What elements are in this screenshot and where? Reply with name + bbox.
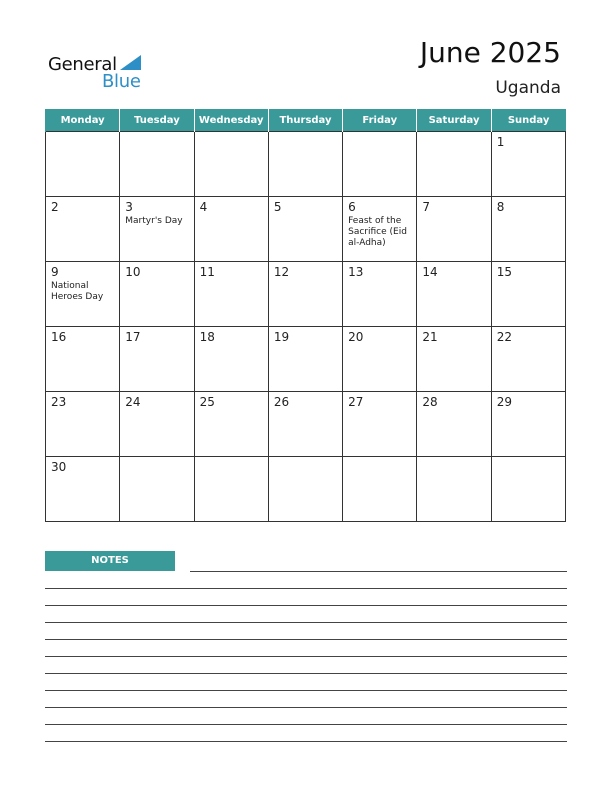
note-line	[190, 571, 567, 572]
note-line	[45, 622, 567, 623]
day-cell	[268, 132, 342, 197]
day-cell	[46, 197, 120, 262]
day-number: 6	[348, 200, 356, 214]
day-number: 2	[51, 200, 59, 214]
day-cell	[343, 457, 417, 522]
day-cell	[268, 392, 342, 457]
country-name: Uganda	[495, 78, 561, 98]
calendar-grid	[45, 109, 566, 522]
day-cell	[268, 197, 342, 262]
day-cell	[194, 132, 268, 197]
day-cell	[417, 327, 491, 392]
day-cell	[194, 262, 268, 327]
note-line	[45, 588, 567, 589]
calendar-week-row	[46, 392, 566, 457]
day-cell	[417, 197, 491, 262]
calendar-week-row	[46, 262, 566, 327]
holiday-label: Martyr's Day	[125, 216, 183, 226]
day-number: 15	[496, 265, 512, 279]
day-number: 30	[51, 460, 67, 474]
day-cell	[491, 132, 565, 197]
weekday-header-row	[46, 109, 566, 132]
day-cell	[491, 327, 565, 392]
calendar-week-row	[46, 132, 566, 197]
day-cell	[417, 262, 491, 327]
weekday-header: Saturday	[417, 109, 491, 132]
notes-label: NOTES	[45, 551, 175, 571]
day-cell	[417, 132, 491, 197]
day-number: 17	[125, 330, 141, 344]
day-cell	[120, 457, 194, 522]
day-number: 16	[51, 330, 67, 344]
day-number: 3	[125, 200, 133, 214]
brand-blue-text: Blue	[102, 71, 141, 92]
day-number: 21	[422, 330, 438, 344]
day-cell	[46, 262, 120, 327]
day-cell	[194, 327, 268, 392]
day-cell	[491, 392, 565, 457]
day-number: 10	[125, 265, 141, 279]
day-cell	[46, 392, 120, 457]
day-cell	[46, 132, 120, 197]
day-cell	[194, 457, 268, 522]
note-line	[45, 707, 567, 708]
note-line	[45, 690, 567, 691]
day-cell	[46, 457, 120, 522]
day-cell	[417, 457, 491, 522]
logo-triangle-icon	[120, 55, 141, 70]
day-cell	[268, 457, 342, 522]
holiday-label: National Heroes Day	[51, 281, 104, 302]
note-line	[45, 741, 567, 742]
day-number: 7	[422, 200, 431, 214]
day-cell	[343, 327, 417, 392]
weekday-header: Tuesday	[120, 109, 194, 132]
day-number: 26	[273, 395, 290, 409]
day-number: 8	[496, 200, 505, 214]
holiday-label: Feast of the Sacrifice (Eid al-Adha)	[348, 216, 407, 248]
day-number: 25	[199, 395, 215, 409]
calendar-week-row	[46, 457, 566, 522]
weekday-header: Monday	[46, 109, 120, 132]
day-number: 14	[422, 265, 438, 279]
day-number: 24	[125, 395, 141, 409]
day-cell	[120, 327, 194, 392]
day-cell	[194, 392, 268, 457]
day-cell	[343, 262, 417, 327]
note-line	[45, 656, 567, 657]
weekday-header: Friday	[343, 109, 417, 132]
day-number: 27	[348, 395, 364, 409]
day-cell	[120, 392, 194, 457]
day-number: 13	[348, 265, 364, 279]
calendar-week-row	[46, 327, 566, 392]
day-number: 20	[348, 330, 364, 344]
weekday-header: Wednesday	[194, 109, 268, 132]
day-number: 1	[496, 135, 505, 149]
calendar-week-row	[46, 197, 566, 262]
note-line	[45, 639, 567, 640]
day-cell	[491, 457, 565, 522]
day-number: 23	[51, 395, 67, 409]
page-title: June 2025	[419, 36, 561, 69]
brand-logo	[48, 52, 148, 92]
day-cell	[120, 197, 194, 262]
weekday-header: Thursday	[268, 109, 342, 132]
day-number: 11	[199, 265, 215, 279]
day-number: 5	[273, 200, 282, 214]
day-number: 28	[422, 395, 438, 409]
day-number: 29	[496, 395, 512, 409]
weekday-header: Sunday	[491, 109, 565, 132]
brand-general-text: General	[48, 54, 117, 75]
day-cell	[491, 197, 565, 262]
day-number: 18	[199, 330, 215, 344]
note-line	[45, 724, 567, 725]
day-number: 22	[496, 330, 512, 344]
day-cell	[343, 392, 417, 457]
day-cell	[268, 327, 342, 392]
day-number: 9	[51, 265, 59, 279]
note-line	[45, 673, 567, 674]
day-cell	[120, 262, 194, 327]
day-number: 4	[199, 200, 208, 214]
day-cell	[417, 392, 491, 457]
day-cell	[194, 197, 268, 262]
day-number: 19	[273, 330, 290, 344]
day-number: 12	[273, 265, 290, 279]
day-cell	[343, 132, 417, 197]
day-cell	[343, 197, 417, 262]
note-line	[45, 605, 567, 606]
day-cell	[46, 327, 120, 392]
day-cell	[491, 262, 565, 327]
day-cell	[120, 132, 194, 197]
day-cell	[268, 262, 342, 327]
